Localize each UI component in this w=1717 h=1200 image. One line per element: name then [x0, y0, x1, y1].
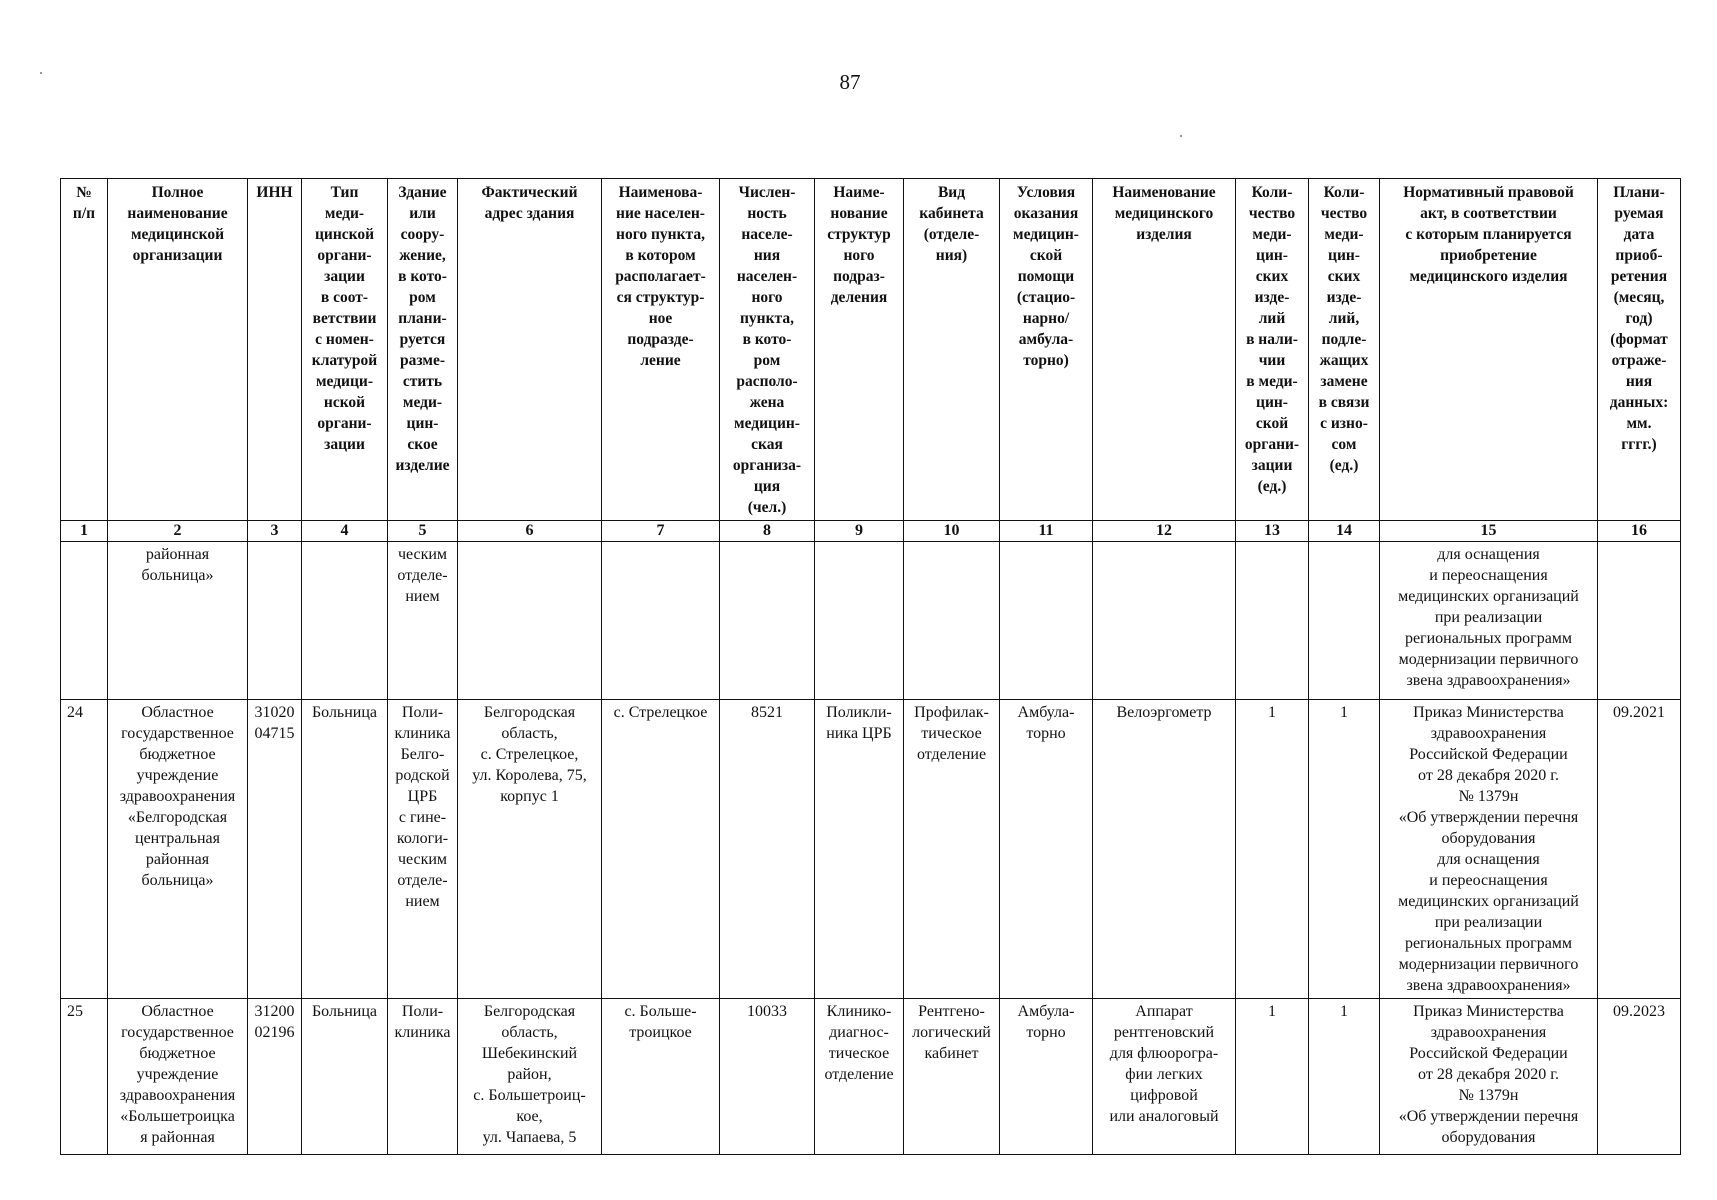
table-cell — [720, 542, 815, 700]
column-number: 11 — [1000, 521, 1093, 542]
table-cell: Больница — [302, 999, 388, 1155]
table-cell: 31200 02196 — [248, 999, 302, 1155]
table-cell: Клинико- диагнос- тическое отделение — [815, 999, 904, 1155]
table-cell — [602, 542, 720, 700]
table-cell — [815, 542, 904, 700]
table-cell: Белгородская область, Шебекинский район, с. Большетроиц- кое, ул. Чапаева, 5 — [458, 999, 602, 1155]
table-cell: 8521 — [720, 700, 815, 999]
table-cell — [302, 542, 388, 700]
header-cell: № п/п — [61, 179, 108, 521]
column-number: 13 — [1236, 521, 1309, 542]
header-cell: Наименование медицинского изделия — [1093, 179, 1236, 521]
table-cell: 1 — [1236, 999, 1309, 1155]
table-cell: Амбула- торно — [1000, 999, 1093, 1155]
table-cell: Амбула- торно — [1000, 700, 1093, 999]
table-cell: 25 — [61, 999, 108, 1155]
table-cell — [1309, 542, 1380, 700]
table-cell: для оснащения и переоснащения медицинских организаций при реализации региональных программ модернизации первичного звена здравоохранения» — [1380, 542, 1598, 700]
table-cell: Приказ Министерства здравоохранения Российской Федерации от 28 декабря 2020 г. № 1379н «Об утверждении перечня оборудования — [1380, 999, 1598, 1155]
header-cell: Полное наименование медицинской организации — [108, 179, 248, 521]
header-cell: Условия оказания медицин- ской помощи (стацио- нарно/ амбула- торно) — [1000, 179, 1093, 521]
column-number: 4 — [302, 521, 388, 542]
table-cell: 1 — [1309, 700, 1380, 999]
table-cell: 31020 04715 — [248, 700, 302, 999]
column-number: 10 — [904, 521, 1000, 542]
table-cell — [1598, 542, 1681, 700]
equipment-table — [60, 178, 1681, 1155]
table-cell: ческим отделе- нием — [388, 542, 458, 700]
column-number: 1 — [61, 521, 108, 542]
table-cell: Профилак- тическое отделение — [904, 700, 1000, 999]
header-cell: Наиме- нование структур ного подраз- деления — [815, 179, 904, 521]
header-cell: Коли- чество меди- цин- ских изде- лий в нали- чии в меди- цин- ской органи- зации (ед.) — [1236, 179, 1309, 521]
header-cell: Плани- руемая дата приоб- ретения (месяц, год) (формат отраже- ния данных: мм. гггг.) — [1598, 179, 1681, 521]
table-cell — [1000, 542, 1093, 700]
table-cell: 1 — [1236, 700, 1309, 999]
header-cell: Тип меди- цинской органи- зации в соот- ветствии с номен- клатурой медици- нской органи- зации — [302, 179, 388, 521]
table-cell: Поликли- ника ЦРБ — [815, 700, 904, 999]
column-number: 12 — [1093, 521, 1236, 542]
page-number: 87 — [839, 70, 861, 94]
column-number: 16 — [1598, 521, 1681, 542]
table-cell: 24 — [61, 700, 108, 999]
header-cell: Фактический адрес здания — [458, 179, 602, 521]
column-number: 6 — [458, 521, 602, 542]
table-cell: с. Стрелецкое — [602, 700, 720, 999]
scan-speck — [1180, 135, 1182, 137]
table-cell: Больница — [302, 700, 388, 999]
header-cell: Коли- чество меди- цин- ских изде- лий, подле- жащих замене в связи с изно- сом (ед.) — [1309, 179, 1380, 521]
table-cell: 09.2023 — [1598, 999, 1681, 1155]
table-cell: Областное государственное бюджетное учреждение здравоохранения «Белгородская центральная районная больница» — [108, 700, 248, 999]
table-cell: Аппарат рентгеновский для флюорогра- фии легких цифровой или аналоговый — [1093, 999, 1236, 1155]
table-cell: 09.2021 — [1598, 700, 1681, 999]
table-cell: Белгородская область, с. Стрелецкое, ул. Королева, 75, корпус 1 — [458, 700, 602, 999]
table-cell: с. Больше- троицкое — [602, 999, 720, 1155]
table-cell: 10033 — [720, 999, 815, 1155]
table-row — [61, 999, 1681, 1155]
table-cell: районная больница» — [108, 542, 248, 700]
table-cell: Рентгено- логический кабинет — [904, 999, 1000, 1155]
column-number: 2 — [108, 521, 248, 542]
table-cell — [61, 542, 108, 700]
table-cell: Поли- клиника — [388, 999, 458, 1155]
table-cell: Велоэргометр — [1093, 700, 1236, 999]
table-cell — [1093, 542, 1236, 700]
table-cell — [458, 542, 602, 700]
column-number: 14 — [1309, 521, 1380, 542]
column-number: 3 — [248, 521, 302, 542]
header-cell: Здание или соору- жение, в кото- ром плани- руется разме- стить меди- цин- ское изделие — [388, 179, 458, 521]
header-cell: ИНН — [248, 179, 302, 521]
table-cell: Приказ Министерства здравоохранения Российской Федерации от 28 декабря 2020 г. № 1379н «Об утверждении перечня оборудования для оснащения и переоснащения медицинских организаций при реализации региональных программ модернизации первичного звена здравоохранения» — [1380, 700, 1598, 999]
table-header-row — [61, 179, 1681, 521]
scan-speck — [40, 72, 42, 74]
table-row — [61, 542, 1681, 700]
column-number: 5 — [388, 521, 458, 542]
header-cell: Нормативный правовой акт, в соответствии с которым планируется приобретение медицинского изделия — [1380, 179, 1598, 521]
table-cell — [904, 542, 1000, 700]
table-cell: Поли- клиника Белго- родской ЦРБ с гине- кологи- ческим отделе- нием — [388, 700, 458, 999]
header-cell: Числен- ность населе- ния населен- ного пункта, в кото- ром располо- жена медицин- ская организа- ция (чел.) — [720, 179, 815, 521]
column-number: 8 — [720, 521, 815, 542]
header-cell: Вид кабинета (отделе- ния) — [904, 179, 1000, 521]
table-row — [61, 700, 1681, 999]
table-cell: 1 — [1309, 999, 1380, 1155]
column-number: 9 — [815, 521, 904, 542]
column-number: 7 — [602, 521, 720, 542]
header-cell: Наименова- ние населен- ного пункта, в котором располагает- ся структур- ное подразде- ление — [602, 179, 720, 521]
column-number-row — [61, 521, 1681, 542]
column-number: 15 — [1380, 521, 1598, 542]
table-cell — [248, 542, 302, 700]
table-cell: Областное государственное бюджетное учреждение здравоохранения «Большетроицка я районная — [108, 999, 248, 1155]
table-cell — [1236, 542, 1309, 700]
